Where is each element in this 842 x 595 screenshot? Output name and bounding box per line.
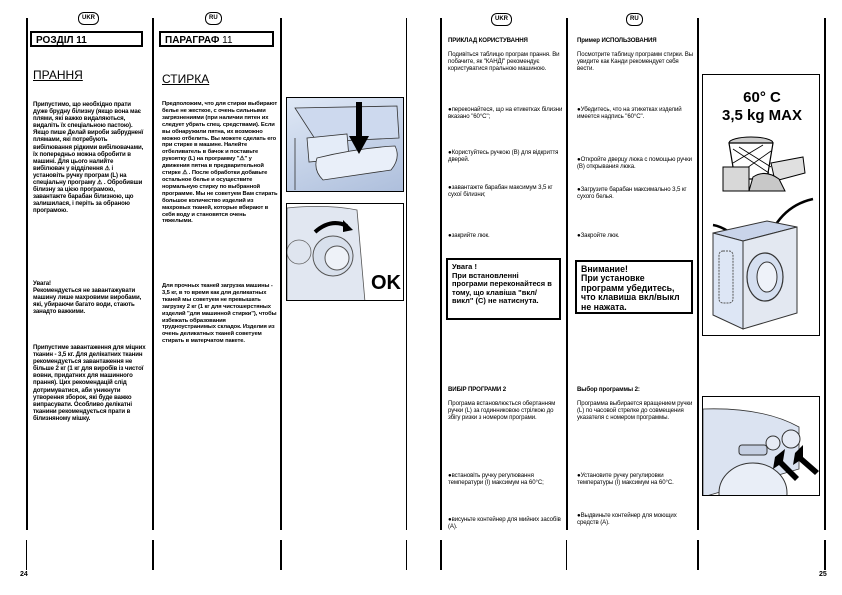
bottom-rule bbox=[26, 540, 27, 570]
note-paragraph: Увага! Рекомендується не завантажувати машину лише махровими виробами, які, убираючи багато води, стають занадто важкими. bbox=[33, 280, 142, 316]
example-title: ПРИКЛАД КОРИСТУВАННЯ bbox=[448, 37, 528, 45]
program-knob-illustration bbox=[286, 203, 404, 301]
instruction-bullet: ● встановіть ручку регулювання температури (I) максимум на 60°C; bbox=[448, 472, 563, 486]
detergent-drawer-illustration bbox=[286, 97, 404, 192]
instruction-bullet: ● Установите ручку регулировки температуры (I) максимум на 60°C. bbox=[577, 472, 695, 486]
instruction-bullet: ● переконайтеся, що на етикетках білизни вказано "60°C"; bbox=[448, 106, 563, 120]
page-number: 25 bbox=[819, 571, 827, 578]
section-heading: ПРАННЯ bbox=[33, 68, 83, 82]
laundry-basket-icon bbox=[719, 133, 809, 193]
column-rule bbox=[280, 18, 282, 530]
bottom-rule bbox=[697, 540, 699, 570]
program-block bbox=[448, 379, 563, 429]
section-label bbox=[159, 31, 274, 47]
column-rule bbox=[566, 18, 568, 530]
warning-box: Увага ! При встановленні програми переконайтеся в тому, що клавіша "вкл/викл" (C) не натиснута. bbox=[446, 258, 561, 320]
column-rule bbox=[406, 18, 407, 530]
section-number: 11 bbox=[222, 35, 233, 46]
instruction-bullet: ● Загрузите барабан максимально 3,5 кг сухого белья. bbox=[577, 186, 695, 200]
bottom-rule bbox=[440, 540, 442, 570]
language-badge: RU bbox=[205, 12, 222, 25]
max-load-label: 3,5 kg MAX bbox=[721, 107, 803, 124]
example-block bbox=[448, 30, 563, 80]
load-illustration bbox=[702, 74, 820, 336]
column-rule bbox=[26, 18, 28, 530]
program-block bbox=[577, 379, 695, 429]
language-badge: UKR bbox=[78, 12, 99, 25]
column-rule bbox=[440, 18, 442, 530]
control-panel-drawing bbox=[703, 397, 820, 496]
instruction-bullet: ● Закройте люк. bbox=[577, 232, 695, 239]
example-text: Посмотрите таблицу программ стирки. Вы увидите как Канди рекомендует себя вести. bbox=[577, 51, 694, 73]
page-number: 24 bbox=[20, 571, 28, 578]
ok-label: OK bbox=[371, 272, 401, 294]
instruction-bullet: ● висуньте контейнер для мийних засобів (A). bbox=[448, 516, 563, 530]
column-rule bbox=[824, 18, 826, 530]
instruction-bullet: ● завантажте барабан максимум 3,5 кг сухої білизни; bbox=[448, 184, 563, 198]
bottom-rule bbox=[152, 540, 154, 570]
example-block bbox=[577, 30, 695, 80]
load-paragraph: Припустиме завантаження для міцних тканин - 3,5 кг. Для делікатних тканин рекомендується завантаження не більше 2 кг (1 кг для виробів із чистої вовни, придатних для машинного прання). Цих рекомендацій слід дотримуватися, аби уникнути утворення зборок, які буде важко випрасувати. Особливо делікатні тканини рекомендується прати в білизняному мішку. bbox=[33, 344, 146, 422]
bottom-rule bbox=[406, 540, 407, 570]
instruction-bullet: ● Откройте дверцу люка с помощью ручки (B) открывания люка. bbox=[577, 156, 695, 170]
detergent-drawer-drawing bbox=[287, 98, 404, 192]
program-text: Програма встановлюється обертанням ручки (L) за годинниковою стрілкою до збігу ризки з номером програми. bbox=[448, 400, 556, 422]
washing-machine-drawing bbox=[707, 197, 817, 333]
language-badge: UKR bbox=[491, 13, 512, 26]
intro-paragraph: Припустимо, що необхідно прати дуже брудну білизну (якщо вона має плями, які важко видаляються, видаліть їх спеціальною пастою). Якщо пише Делай вироби забрудненї плямами, які потребують вибілювання рідкими вибілювачами, їх попередньо можна обробити в машині. Для цього налийте вибілювач у відділення ⚠ і установіть ручку програм (L) на спеціальну програму ⚠ . Обробивши білизну за цією програмою, завантажте барабан білизною, що залишилася, і періть за обраною програмою. bbox=[33, 101, 144, 215]
column-rule bbox=[152, 18, 154, 530]
section-heading: СТИРКА bbox=[162, 72, 210, 86]
column-rule bbox=[697, 18, 699, 530]
control-panel-illustration bbox=[702, 396, 820, 496]
section-label-text: ПАРАГРАФ bbox=[165, 35, 220, 46]
load-paragraph: Для прочных тканей загрузка машины - 3,5 кг, в то время как для деликатных тканей мы советуем не превышать загрузку 2 кг (1 кг для чистошерстяных изделий "для машинной стирки"), чтобы избежать образования трудноустранимых складок. Изделия из очень деликатных тканей советуем стирать в матерчатом пакете. bbox=[162, 283, 277, 345]
instruction-bullet: ● Убедитесь, что на этикетках изделий имеется надпись "60°C". bbox=[577, 106, 695, 120]
program-title: Выбор программы 2: bbox=[577, 386, 640, 394]
arrow-down-icon bbox=[349, 102, 369, 154]
section-label: РОЗДІЛ 11 bbox=[30, 31, 143, 47]
warning-box: Внимание! При установке программ убедитесь, что клавиша вкл/выкл не нажата. bbox=[575, 260, 693, 314]
example-title: Пример ИСПОЛЬЗОВАНИЯ bbox=[577, 37, 657, 45]
bottom-rule bbox=[824, 540, 826, 570]
program-text: Программа выбирается вращением ручки (L) по часовой стрелке до совмещения указателя с номером программы. bbox=[577, 400, 693, 422]
instruction-bullet: ● закрийте люк. bbox=[448, 232, 563, 239]
instruction-bullet: ● Выдвиньте контейнер для моющих средств (A). bbox=[577, 512, 695, 526]
program-title: ВИБІР ПРОГРАМИ 2 bbox=[448, 386, 507, 394]
temperature-label: 60° C bbox=[743, 89, 781, 106]
intro-paragraph: Предположим, что для стирки выбирают белье не жесткое, с очень сильными загрязнениями (при наличии пятен их следует убрать спец. средствами). Если вы обнаружили пятна, их возможно можно отбелить. Вы можете сделать его при стирке в машине. Налейте отбеливатель в бачок и поставьте рукоятку (L) на программу "⚠" у движения пятна в предварительной стирке ⚠ . После обработки добавьте остальное белье и осуществите нормальную стирку по выбранной программе. Мы не советуем Вам стирать большое количество изделий из махровых тканей, которые вбирают в себя воду и становятся очень тяжелыми. bbox=[162, 101, 278, 225]
example-text: Подивіться таблицю програм прання. Ви побачите, як "КАНДІ" рекомендує користуватися пральною машиною. bbox=[448, 51, 560, 73]
bottom-rule bbox=[280, 540, 282, 570]
language-badge: RU bbox=[626, 13, 643, 26]
instruction-bullet: ● Користуйтесь ручкою (B) для відкриття дверей. bbox=[448, 149, 563, 163]
bottom-rule bbox=[566, 540, 567, 570]
